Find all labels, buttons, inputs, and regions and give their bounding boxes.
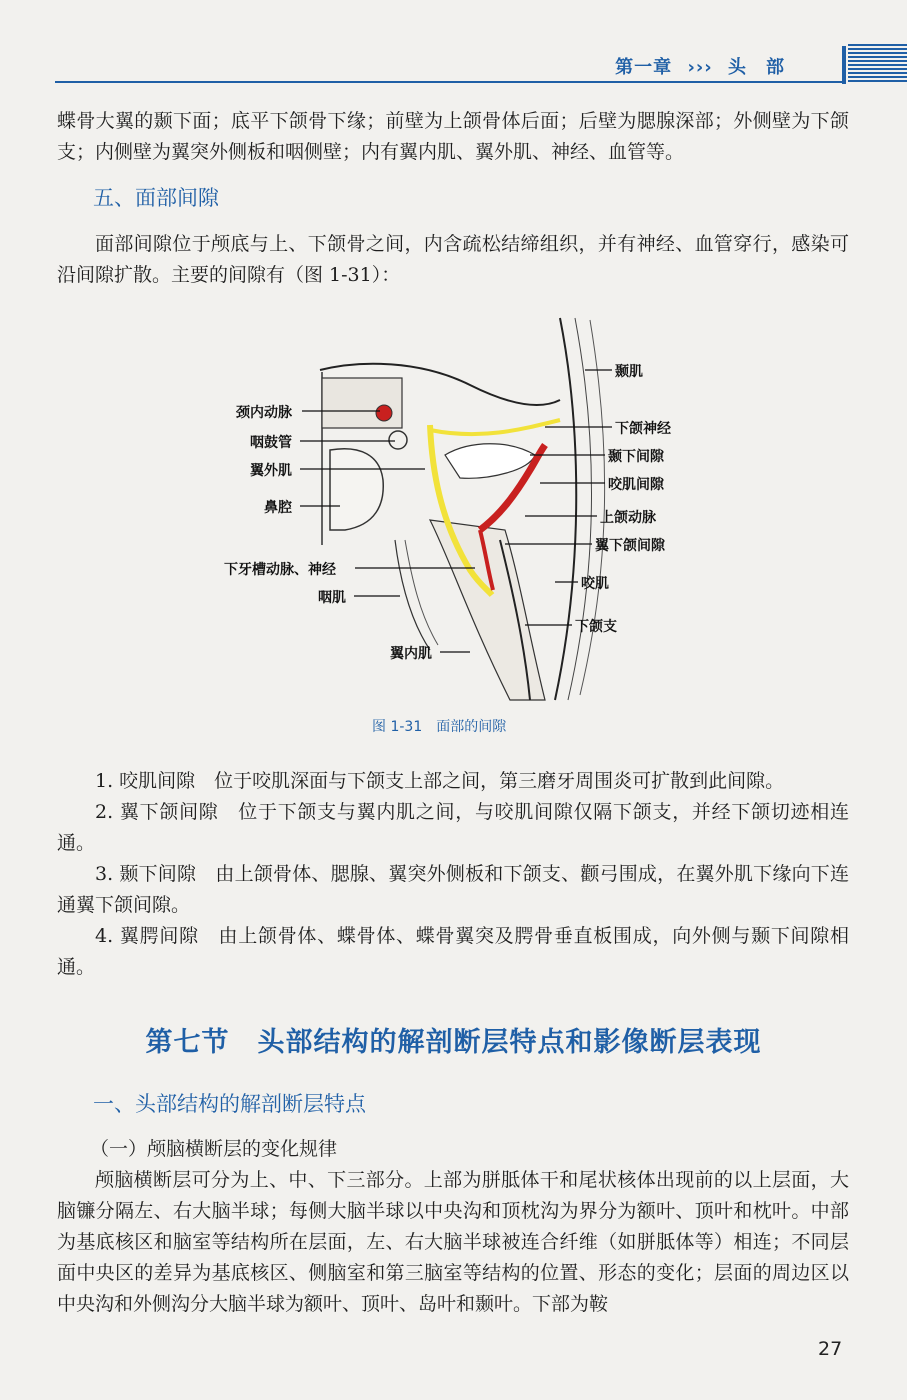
list-item: 3. 颞下间隙 由上颌骨体、腮腺、翼突外侧板和下颌支、颧弓围成，在翼外肌下缘向下连通翼下颌间隙。	[57, 863, 849, 916]
outer-contour-line	[555, 318, 576, 700]
label-nasal-cavity: 鼻腔	[264, 500, 292, 516]
section-seven-paragraph: 颅脑横断层可分为上、中、下三部分。上部为胼胝体干和尾状核体出现前的以上层面，大脑镰分隔左、右大脑半球；每侧大脑半球以中央沟和顶枕沟为界分为额叶、顶叶和枕叶。中部为基底核区和脑室等结构所在层面，左、右大脑半球被连合纤维（如胼胝体等）相连；不同层面中央区的差异为基底核区、侧脑室和第三脑室等结构的位置、形态的变化；层面的周边区以中央沟和外侧沟分大脑半球为额叶、顶叶、岛叶和颞叶。下部为鞍	[57, 1169, 849, 1315]
label-pterygomandibular-space: 翼下颌间隙	[595, 538, 665, 554]
eustachian-tube-shape	[389, 431, 407, 449]
label-pharyngeal-muscle: 咽肌	[318, 590, 346, 606]
label-mandibular-nerve: 下颌神经	[615, 421, 671, 437]
header-chapter: 第一章	[615, 57, 673, 78]
list-item: 4. 翼腭间隙 由上颌骨体、蝶骨体、蝶骨翼突及腭骨垂直板围成，向外侧与颞下间隙相通。	[57, 925, 849, 978]
intro-paragraph: 蝶骨大翼的颞下面；底平下颌骨下缘；前壁为上颌骨体后面；后壁为腮腺深部；外侧壁为下颌支；内侧壁为翼突外侧板和咽侧壁；内有翼内肌、翼外肌、神经、血管等。	[57, 110, 849, 163]
label-eustachian-tube: 咽鼓管	[250, 435, 292, 451]
nasal-cavity-shape	[330, 449, 383, 530]
page-number: 27	[818, 1338, 843, 1360]
label-lateral-pterygoid: 翼外肌	[250, 463, 292, 479]
label-temporalis: 颞肌	[615, 364, 643, 380]
label-mandibular-ramus: 下颌支	[575, 619, 617, 635]
petrous-bone-shape	[322, 378, 402, 428]
header-arrows: ›››	[687, 57, 713, 78]
pharyngeal-muscle-line-2	[405, 540, 438, 645]
label-maxillary-artery: 上颌动脉	[600, 510, 656, 526]
label-medial-pterygoid: 翼内肌	[390, 646, 432, 662]
figure-caption: 图 1-31 面部的间隙	[372, 719, 507, 735]
pharyngeal-muscle-line	[395, 540, 430, 650]
label-internal-carotid: 颈内动脉	[236, 405, 292, 421]
section-seven-title: 第七节 头部结构的解剖断层特点和影像断层表现	[145, 1027, 762, 1058]
infratemporal-space-shape	[445, 444, 535, 479]
section-seven-subsubheading: （一）颅脑横断层的变化规律	[90, 1138, 338, 1160]
label-masseter: 咬肌	[581, 576, 609, 592]
section-five-paragraph: 面部间隙位于颅底与上、下颌骨之间，内含疏松结缔组织，并有神经、血管穿行，感染可沿间隙扩散。主要的间隙有（图 1-31）：	[57, 233, 849, 286]
label-infratemporal-space: 颞下间隙	[608, 449, 664, 465]
temporal-muscle-line	[568, 318, 591, 700]
label-inferior-alveolar: 下牙槽动脉、神经	[224, 562, 336, 578]
section-five-heading: 五、面部间隙	[93, 186, 219, 210]
label-masseteric-space: 咬肌间隙	[608, 477, 664, 493]
list-item: 1. 咬肌间隙 位于咬肌深面与下颌支上部之间，第三磨牙周围炎可扩散到此间隙。	[95, 770, 785, 792]
section-seven-subheading: 一、头部结构的解剖断层特点	[93, 1092, 366, 1116]
internal-carotid-artery-shape	[376, 405, 392, 421]
list-item: 2. 翼下颌间隙 位于下颌支与翼内肌之间，与咬肌间隙仅隔下颌支，并经下颌切迹相连通。	[57, 801, 849, 854]
header-section: 头 部	[728, 57, 785, 78]
mandibular-nerve-branch-shape	[430, 420, 560, 434]
